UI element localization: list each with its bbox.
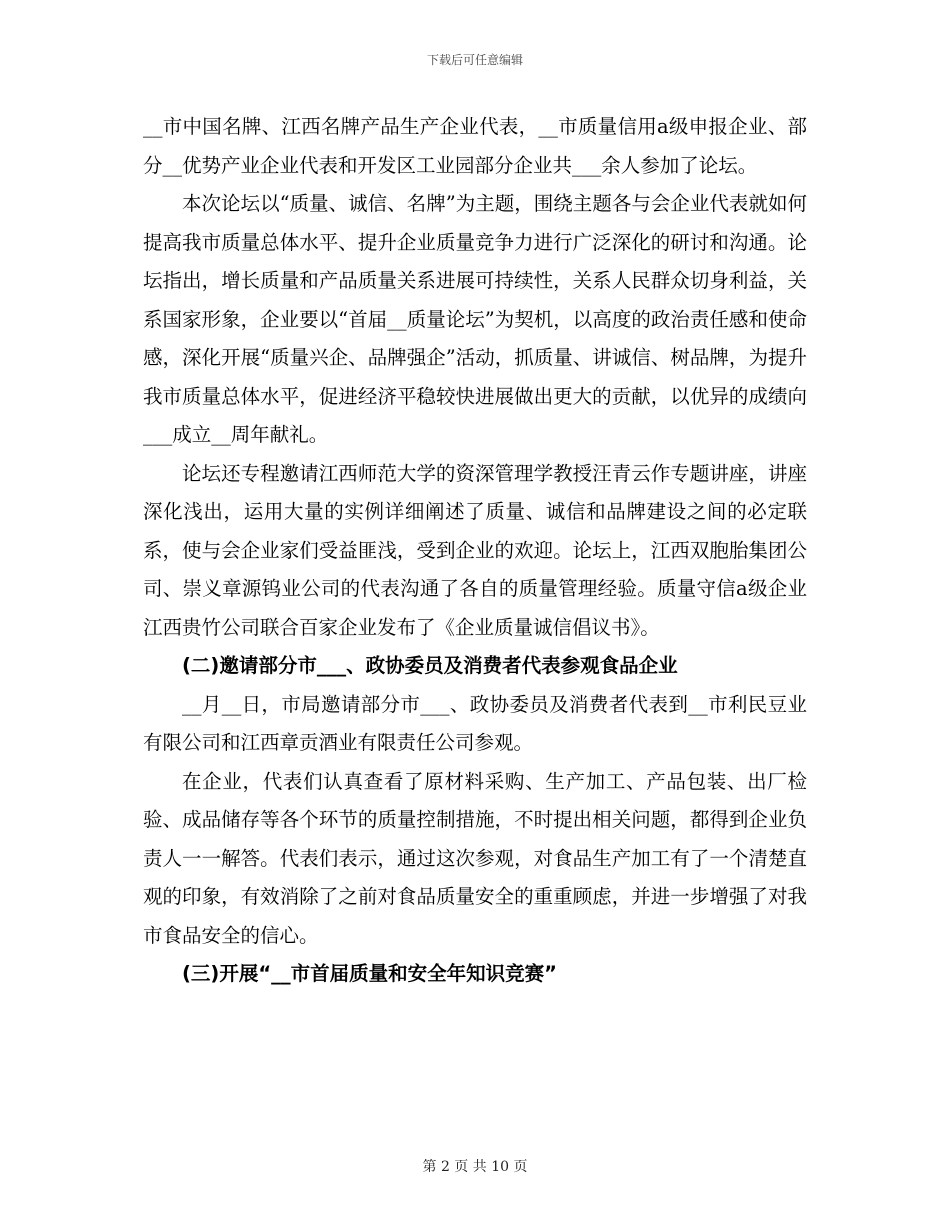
page-header: 下载后可任意编辑 [426, 53, 523, 67]
section-heading-3: (三)开展“__市首届质量和安全年知识竞赛” [182, 962, 557, 985]
page-number: 第 2 页 共 10 页 [422, 1159, 528, 1175]
paragraph-forum-lecture: 论坛还专程邀请江西师范大学的资深管理学教授汪青云作专题讲座，讲座深化浅出，运用大量的实例详细阐述了质量、诚信和品牌建设之间的必定联系，使与会企业家们受益匪浅，受到企业的欢迎。论坛上，江西双胞胎集团公司、崇义章源钨业公司的代表沟通了各自的质量管理经验。质量守信a级企业江西贵竹公司联合百家企业发布了《企业质量诚信倡议书》。 [143, 461, 807, 639]
paragraph-forum-theme: 本次论坛以“质量、诚信、名牌”为主题，围绕主题各与会企业代表就如何提高我市质量总体水平、提升企业质量竞争力进行广泛深化的研讨和沟通。论坛指出，增长质量和产品质量关系进展可持续性，关系人民群众切身利益，关系国家形象，企业要以“首届__质量论坛”为契机，以高度的政治责任感和使命感，深化开展“质量兴企、品牌强企”活动，抓质量、讲诚信、树品牌，为提升我市质量总体水平，促进经济平稳较快进展做出更大的贡献，以优异的成绩向___成立__周年献礼。 [143, 192, 807, 446]
section-heading-2: (二)邀请部分市___、政协委员及消费者代表参观食品企业 [182, 654, 678, 677]
paragraph-visit-date: __月__日，市局邀请部分市___、政协委员及消费者代表到__市利民豆业有限公司和江西章贡酒业有限责任公司参观。 [143, 692, 807, 754]
document-body [143, 108, 807, 994]
paragraph-visit-details: 在企业，代表们认真查看了原材料采购、生产加工、产品包装、出厂检验、成品储存等各个环节的质量控制措施，不时提出相关问题，都得到企业负责人一一解答。代表们表示，通过这次参观，对食品生产加工有了一个清楚直观的印象，有效消除了之前对食品质量安全的重重顾虑，并进一步增强了对我市食品安全的信心。 [143, 769, 807, 947]
paragraph-forum-attendees: __市中国名牌、江西名牌产品生产企业代表，__市质量信用a级申报企业、部分__优势产业企业代表和开发区工业园部分企业共___余人参加了论坛。 [143, 115, 807, 177]
